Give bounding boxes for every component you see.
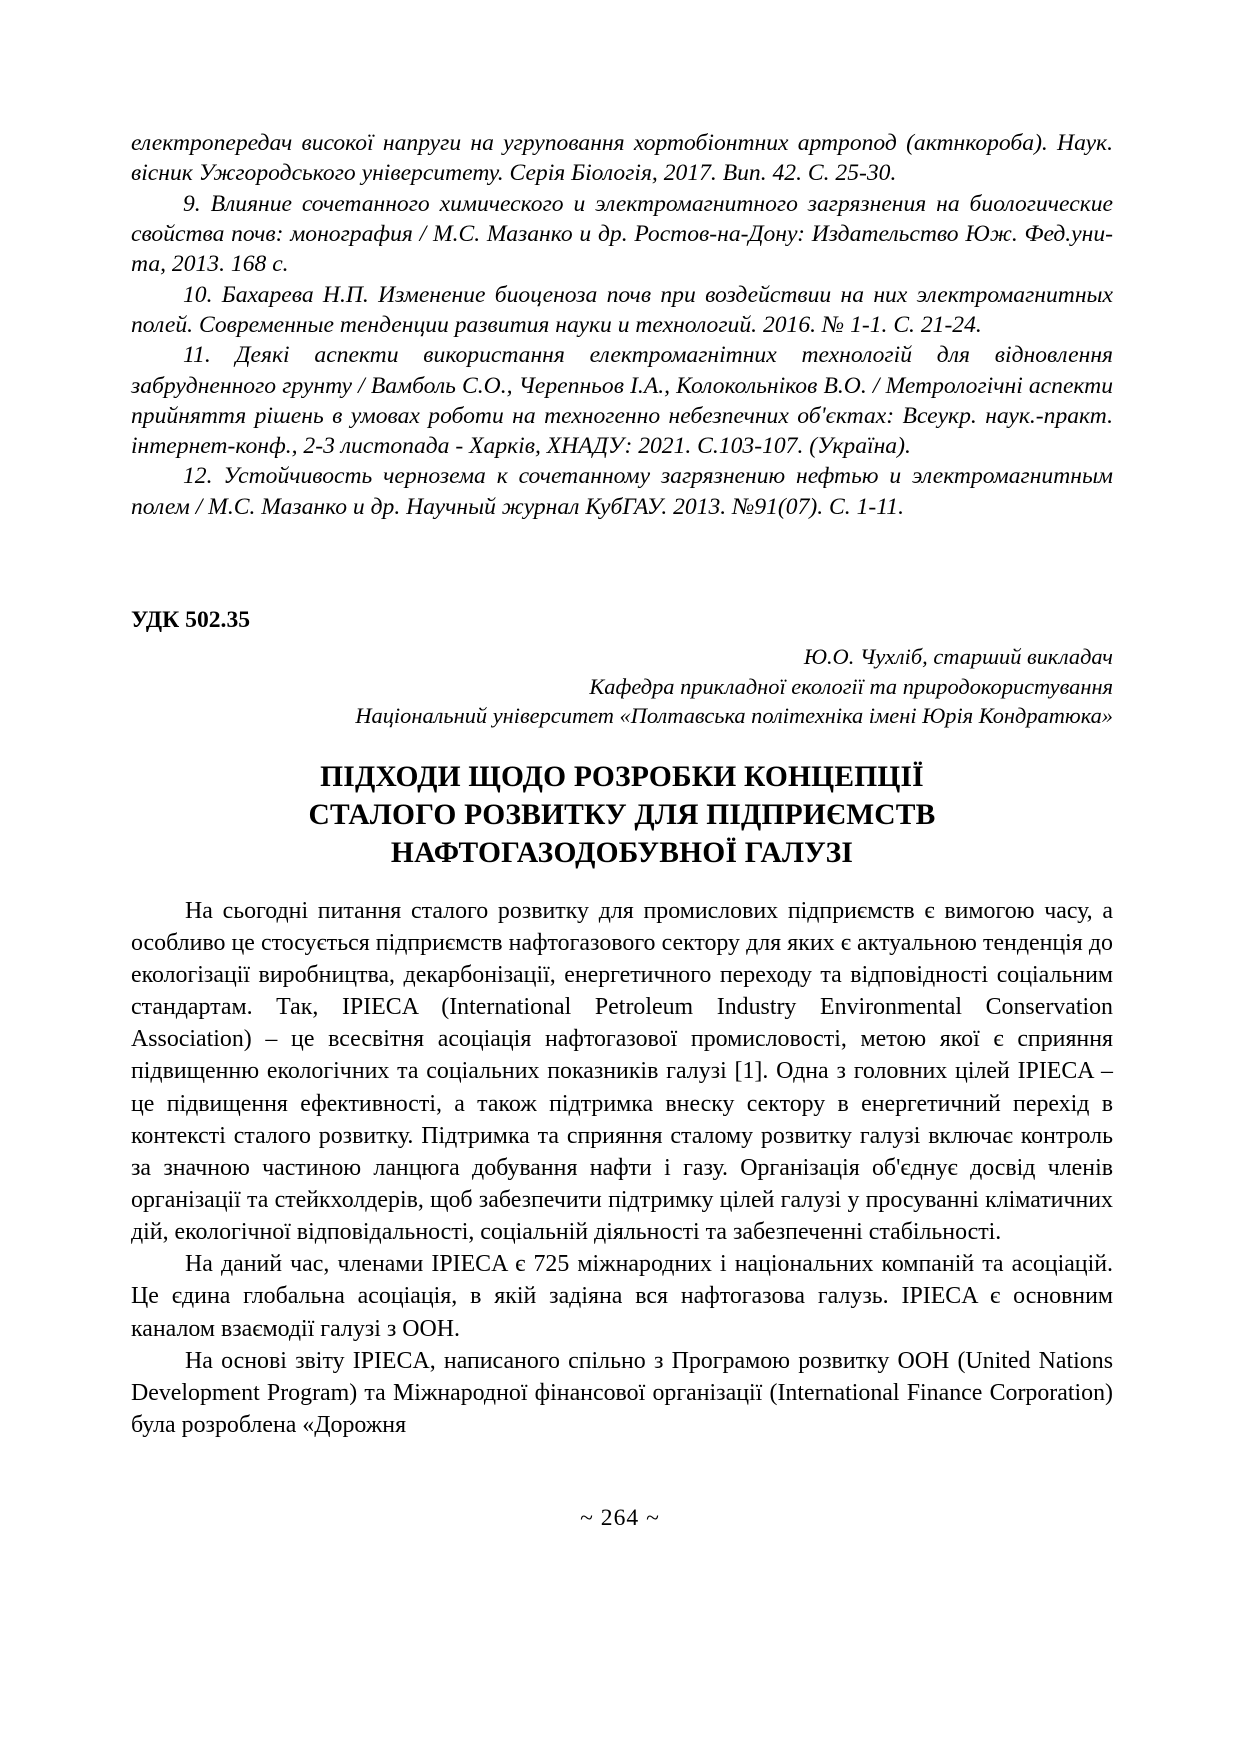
reference-continuation: електропередач високої напруги на угруповання хортобіонтних артропод (актнкороба). Наук. вісник Ужгородського університету. Серія Біологія, 2017. Вип. 42. С. 25-30.: [131, 130, 1113, 187]
author-name-line: Ю.О. Чухліб, старший викладач: [803, 644, 1113, 670]
udk-code: УДК 502.35: [131, 607, 251, 634]
author-affiliation-block: [131, 642, 1113, 729]
page-number-footer: ~ 264 ~: [580, 1505, 660, 1531]
body-paragraph-1: На сьогодні питання сталого розвитку для промислових підприємств є вимогою часу, а особливо це стосується підприємств нафтогазового сектору для яких є актуальною тенденція до екологізації виробництва, декарбонізації, енергетичного переходу та відповідності соціальним стандартам. Так, IPIECA (International Petroleum Industry Environmental Conservation Association) – це всесвітня асоціація нафтогазової промисловості, метою якої є сприяння підвищенню екологічних та соціальних показників галузі [1]. Одна з головних цілей IPIECA – це підвищення ефективності, а також підтримка внеску сектору в енергетичний перехід в контексті сталого розвитку. Підтримка та сприяння сталому розвитку галузі включає контроль за значною частиною ланцюга добування нафти і газу. Організація об'єднує досвід членів організації та стейкхолдерів, щоб забезпечити підтримку цілей галузі у просуванні кліматичних дій, екологічної відповідальності, соціальній діяльності та забезпеченні стабільності.: [131, 897, 1113, 1246]
reference-item-11: 11. Деякі аспекти використання електромагнітних технологій для відновлення забрудненного грунту / Вамболь С.О., Черепньов І.А., Колокольніков В.О. / Метрологічні аспекти прийняття рішень в умовах роботи на техногенно небезпечних об'єктах: Всеукр. наук.-практ. інтернет-конф., 2-3 листопада - Харків, ХНАДУ: 2021. С.103-107. (Україна).: [131, 342, 1113, 460]
article-title: [131, 758, 1113, 873]
body-paragraph-2: На даний час, членами IPIECA є 725 міжнародних і національних компаній та асоціацій. Це єдина глобальна асоціація, в якій задіяна вся нафтогазова галузь. IPIECA є основним каналом взаємодії галузі з ООН.: [131, 1251, 1113, 1342]
udk-block: [131, 606, 1113, 634]
reference-item-10: 10. Бахарева Н.П. Изменение биоценоза почв при воздействии на них электромагнитных полей. Современные тенденции развития науки и технологий. 2016. № 1-1. С. 21-24.: [131, 281, 1113, 338]
article-title-line-2: СТАЛОГО РОЗВИТКУ ДЛЯ ПІДПРИЄМСТВ: [308, 799, 936, 832]
reference-list: [131, 128, 1113, 522]
article-title-line-1: ПІДХОДИ ЩОДО РОЗРОБКИ КОНЦЕПЦІЇ: [320, 760, 924, 793]
reference-item-12: 12. Устойчивость чернозема к сочетанному загрязнению нефтью и электромагнитным полем / М.С. Мазанко и др. Научный журнал КубГАУ. 2013. №91(07). С. 1-11.: [131, 463, 1113, 520]
author-department-line: Кафедра прикладної екології та природокористування: [589, 673, 1113, 699]
article-title-line-3: НАФТОГАЗОДОБУВНОЇ ГАЛУЗІ: [390, 837, 854, 870]
body-paragraph-3: На основі звіту IPIECA, написаного спільно з Програмою розвитку ООН (United Nations Development Program) та Міжнародної фінансової організації (International Finance Corporation) була розроблена «Дорожня: [131, 1347, 1113, 1439]
reference-item-9: 9. Влияние сочетанного химического и электромагнитного загрязнения на биологические свойства почв: монография / М.С. Мазанко и др. Ростов-на-Дону: Издательство Юж. Фед.уни-та, 2013. 168 с.: [131, 190, 1113, 278]
author-university-line: Національний університет «Полтавська політехніка імені Юрія Кондратюка»: [355, 702, 1113, 728]
page-content: [131, 128, 1113, 1441]
article-body: [131, 895, 1113, 1441]
